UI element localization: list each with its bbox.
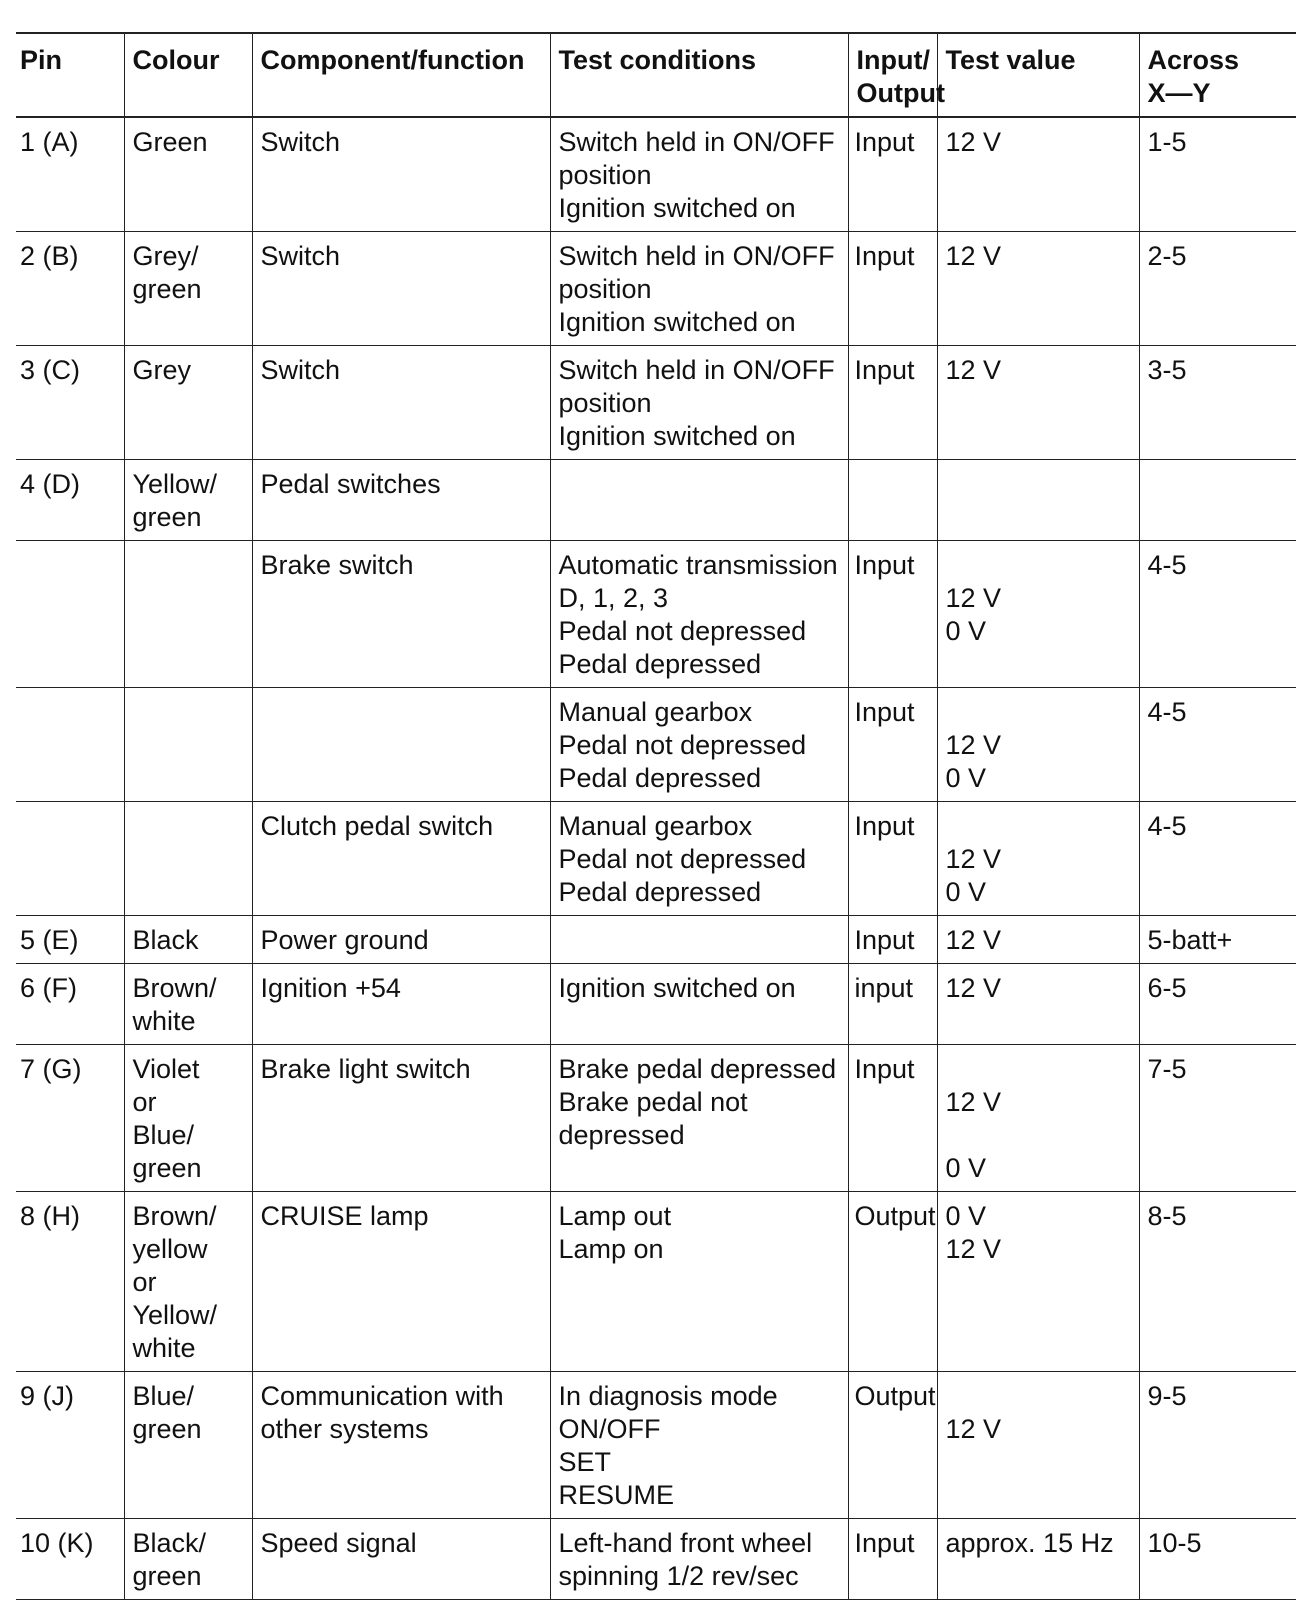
cell-across: 8-5 [1139, 1192, 1296, 1372]
cell-test-value: 12 V 0 V [937, 541, 1139, 688]
cell-input-output: Input [848, 117, 937, 232]
cell-component: Clutch pedal switch [252, 802, 550, 916]
cell-test-conditions: Automatic transmission D, 1, 2, 3 Pedal not depressed Pedal depressed [550, 541, 848, 688]
cell-component: CRUISE lamp [252, 1192, 550, 1372]
cell-pin: 4 (D) [16, 460, 124, 541]
cell-across [1139, 460, 1296, 541]
header-across: Across X—Y [1139, 33, 1296, 117]
cell-colour: Brown/ yellow or Yellow/ white [124, 1192, 252, 1372]
cell-colour [124, 541, 252, 688]
cell-test-conditions: Manual gearbox Pedal not depressed Pedal depressed [550, 688, 848, 802]
table-row [16, 346, 1296, 460]
cell-colour: Black/ green [124, 1519, 252, 1600]
cell-component: Ignition +54 [252, 964, 550, 1045]
cell-input-output: Input [848, 916, 937, 964]
cell-test-conditions: Brake pedal depressed Brake pedal not depressed [550, 1045, 848, 1192]
cell-test-value: 12 V 0 V [937, 1045, 1139, 1192]
cell-across: 9-5 [1139, 1372, 1296, 1519]
cell-test-value: 12 V [937, 117, 1139, 232]
cell-test-value: 12 V [937, 1372, 1139, 1519]
cell-test-conditions: In diagnosis mode ON/OFF SET RESUME [550, 1372, 848, 1519]
cell-pin: 8 (H) [16, 1192, 124, 1372]
cell-pin [16, 802, 124, 916]
header-row [16, 33, 1296, 117]
cell-input-output: Input [848, 541, 937, 688]
table-row [16, 916, 1296, 964]
table-row [16, 232, 1296, 346]
cell-input-output: Input [848, 688, 937, 802]
document-page [16, 32, 1296, 1600]
cell-input-output [848, 460, 937, 541]
cell-across: 4-5 [1139, 802, 1296, 916]
cell-test-value: 12 V [937, 232, 1139, 346]
header-test-conditions: Test conditions [550, 33, 848, 117]
header-component: Component/function [252, 33, 550, 117]
cell-component: Switch [252, 117, 550, 232]
cell-test-conditions: Switch held in ON/OFF position Ignition switched on [550, 117, 848, 232]
header-input-output: Input/ Output [848, 33, 937, 117]
cell-test-value [937, 460, 1139, 541]
cell-pin: 2 (B) [16, 232, 124, 346]
cell-test-value: 12 V [937, 346, 1139, 460]
cell-across: 3-5 [1139, 346, 1296, 460]
cell-colour: Violet or Blue/ green [124, 1045, 252, 1192]
cell-input-output: Input [848, 1045, 937, 1192]
pin-test-table [16, 32, 1296, 1600]
cell-colour: Black [124, 916, 252, 964]
cell-pin: 3 (C) [16, 346, 124, 460]
cell-test-conditions: Left-hand front wheel spinning 1/2 rev/sec [550, 1519, 848, 1600]
cell-across: 7-5 [1139, 1045, 1296, 1192]
cell-component: Power ground [252, 916, 550, 964]
cell-component: Speed signal [252, 1519, 550, 1600]
cell-input-output: input [848, 964, 937, 1045]
cell-across: 6-5 [1139, 964, 1296, 1045]
cell-pin: 1 (A) [16, 117, 124, 232]
cell-component: Brake light switch [252, 1045, 550, 1192]
cell-test-value: 12 V 0 V [937, 688, 1139, 802]
cell-colour: Blue/ green [124, 1372, 252, 1519]
table-row [16, 117, 1296, 232]
cell-colour: Grey [124, 346, 252, 460]
cell-input-output: Input [848, 802, 937, 916]
cell-colour: Grey/ green [124, 232, 252, 346]
header-colour: Colour [124, 33, 252, 117]
table-row [16, 1192, 1296, 1372]
table-row [16, 1045, 1296, 1192]
cell-colour: Brown/ white [124, 964, 252, 1045]
cell-input-output: Input [848, 1519, 937, 1600]
header-test-value: Test value [937, 33, 1139, 117]
cell-test-conditions [550, 916, 848, 964]
cell-input-output: Input [848, 232, 937, 346]
header-pin: Pin [16, 33, 124, 117]
cell-test-value: approx. 15 Hz [937, 1519, 1139, 1600]
cell-test-value: 12 V 0 V [937, 802, 1139, 916]
cell-test-value: 12 V [937, 916, 1139, 964]
cell-pin: 6 (F) [16, 964, 124, 1045]
table-row [16, 541, 1296, 688]
cell-pin: 9 (J) [16, 1372, 124, 1519]
cell-pin: 10 (K) [16, 1519, 124, 1600]
cell-input-output: Output [848, 1192, 937, 1372]
cell-pin: 5 (E) [16, 916, 124, 964]
cell-component: Pedal switches [252, 460, 550, 541]
cell-component: Brake switch [252, 541, 550, 688]
cell-input-output: Input [848, 346, 937, 460]
cell-test-conditions: Manual gearbox Pedal not depressed Pedal depressed [550, 802, 848, 916]
table-row [16, 802, 1296, 916]
cell-colour: Yellow/ green [124, 460, 252, 541]
cell-test-conditions: Lamp out Lamp on [550, 1192, 848, 1372]
cell-test-conditions: Switch held in ON/OFF position Ignition switched on [550, 346, 848, 460]
cell-pin: 7 (G) [16, 1045, 124, 1192]
table-row [16, 1372, 1296, 1519]
cell-test-conditions: Switch held in ON/OFF position Ignition switched on [550, 232, 848, 346]
table-row [16, 964, 1296, 1045]
cell-across: 1-5 [1139, 117, 1296, 232]
cell-colour [124, 688, 252, 802]
cell-test-value: 0 V 12 V [937, 1192, 1139, 1372]
cell-across: 10-5 [1139, 1519, 1296, 1600]
cell-component [252, 688, 550, 802]
cell-test-conditions [550, 460, 848, 541]
table-row [16, 460, 1296, 541]
cell-across: 2-5 [1139, 232, 1296, 346]
cell-input-output: Output [848, 1372, 937, 1519]
cell-across: 4-5 [1139, 541, 1296, 688]
cell-test-conditions: Ignition switched on [550, 964, 848, 1045]
cell-pin [16, 688, 124, 802]
cell-test-value: 12 V [937, 964, 1139, 1045]
cell-component: Switch [252, 232, 550, 346]
cell-colour [124, 802, 252, 916]
cell-across: 5-batt+ [1139, 916, 1296, 964]
cell-pin [16, 541, 124, 688]
cell-across: 4-5 [1139, 688, 1296, 802]
table-row [16, 688, 1296, 802]
cell-component: Communication with other systems [252, 1372, 550, 1519]
cell-component: Switch [252, 346, 550, 460]
table-row [16, 1519, 1296, 1600]
cell-colour: Green [124, 117, 252, 232]
